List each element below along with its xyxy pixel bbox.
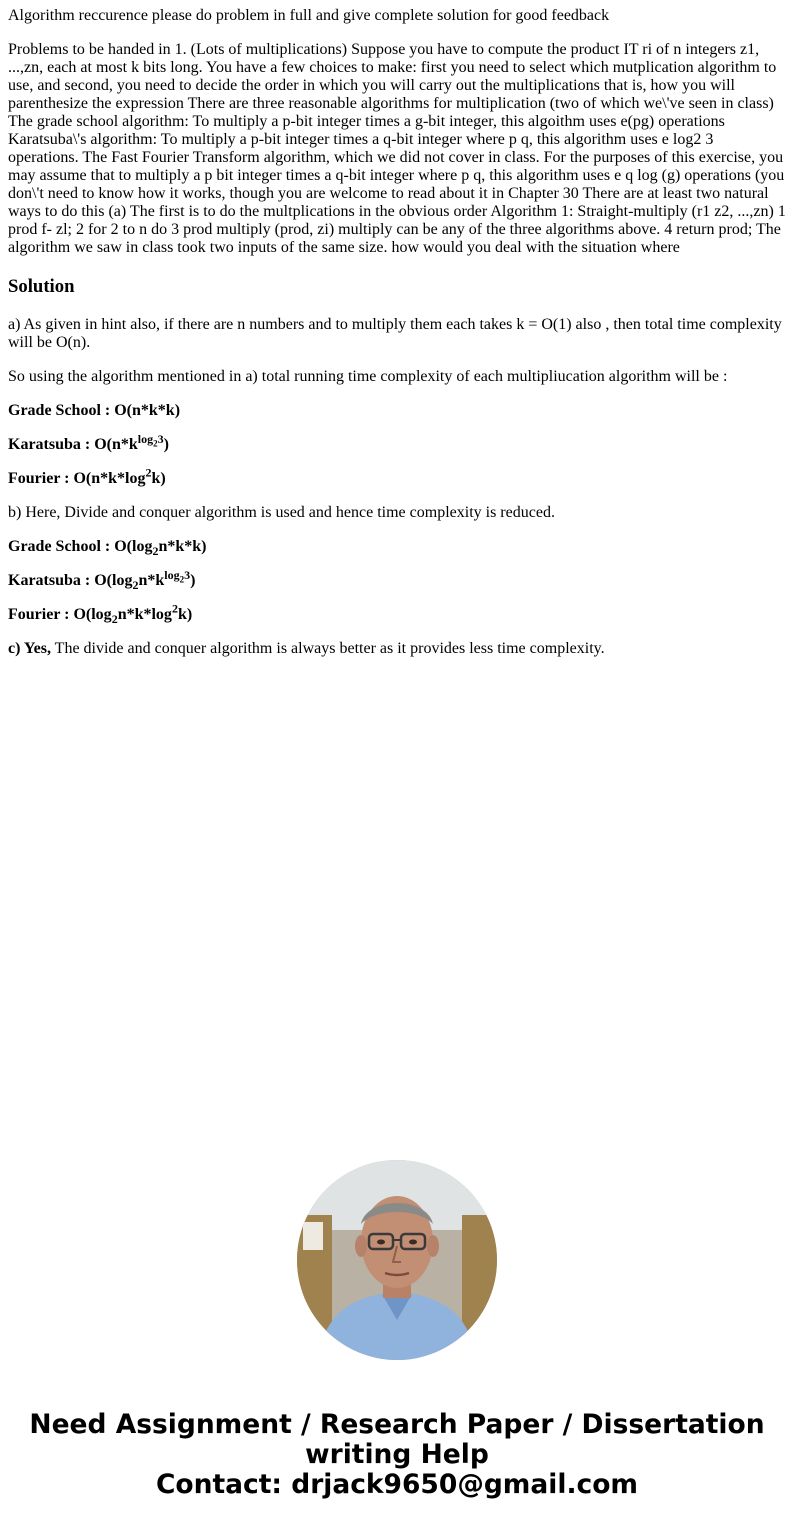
b-karatsuba: Karatsuba : $O(\log_2n*k^{log_23})$	[8, 567, 196, 593]
footer-banner	[0, 1410, 794, 1500]
question-title: Algorithm reccurence please do problem in full and give complete solution for good feedback	[8, 7, 610, 24]
a-fourier: Fourier : $O(n*k*\log^2k)$	[8, 465, 166, 487]
footer-contact: Contact: drjack9650@gmail.com	[155, 1469, 639, 1500]
part-a-lead: So using the algorithm mentioned in a) total running time complexity of each multipliucation algorithm will be :	[8, 368, 728, 385]
question-body: Problems to be handed in 1. (Lots of multiplications) Suppose you have to compute the product IT ri of n integers z1, ...,zn, each at most k bits long. You have a few choices to make: first you need to select which mutplication algorithm to use, and second, you need to decide the order in which you will carry out the multiplications that is, how you will parenthesize the expression There are three reasonable algorithms for multiplication (two of which we\'ve seen in class) The grade school algorithm: To multiply a p-bit integer times a g-bit integer, this algoithm uses e(pg) operations Karatsuba\'s algorithm: To multiply a p-bit integer times a q-bit integer where p q, this algorithm uses e log2 3 operations. The Fast Fourier Transform algorithm, which we did not cover in class. For the purposes of this exercise, you may assume that to multiply a p bit integer times a q-bit integer where p q, this algorithm uses e q log (g) operations (you don\'t need to know how it works, though you are welcome to read about it in Chapter 30 There are at least two natural ways to do this (a) The first is to do the multplications in the obvious order Algorithm 1: Straight-multiply (r1 z2, ...,zn) 1 prod f- zl; 2 for 2 to n do 3 prod multiply (prod, zi) multiply can be any of the three algorithms above. 4 return prod; The algorithm we saw in class took two inputs of the same size. how would you deal with the situation where	[8, 41, 786, 256]
part-c: c) Yes, The divide and conquer algorithm is always better as it provides less time complexity.	[8, 640, 605, 657]
a-grade-school: Grade School : O(n*k*k)	[8, 402, 181, 419]
b-fourier: Fourier : $O(\log_2n*k*\log^2k)$	[8, 601, 193, 627]
avatar	[297, 1160, 497, 1360]
page-content	[0, 7, 794, 658]
solution-heading: Solution	[8, 276, 75, 297]
b-karatsuba-exponent: log23	[164, 567, 191, 585]
a-karatsuba-exponent: log23	[137, 431, 164, 449]
footer-line-1: Need Assignment / Research Paper / Dissertation	[29, 1409, 765, 1440]
b-grade-school: Grade School : $O(\log_2n*k*k)$	[8, 538, 207, 559]
a-karatsuba: Karatsuba : $O(n*k^{log_23})$	[8, 431, 169, 453]
part-a-intro: a) As given in hint also, if there are n numbers and to multiply them each takes k = O(1) also , then total time complexity will be O(n).	[8, 316, 782, 351]
footer-line-2: writing Help	[305, 1439, 489, 1470]
part-b-intro: b) Here, Divide and conquer algorithm is used and hence time complexity is reduced.	[8, 504, 555, 521]
avatar-portrait	[297, 1160, 497, 1360]
